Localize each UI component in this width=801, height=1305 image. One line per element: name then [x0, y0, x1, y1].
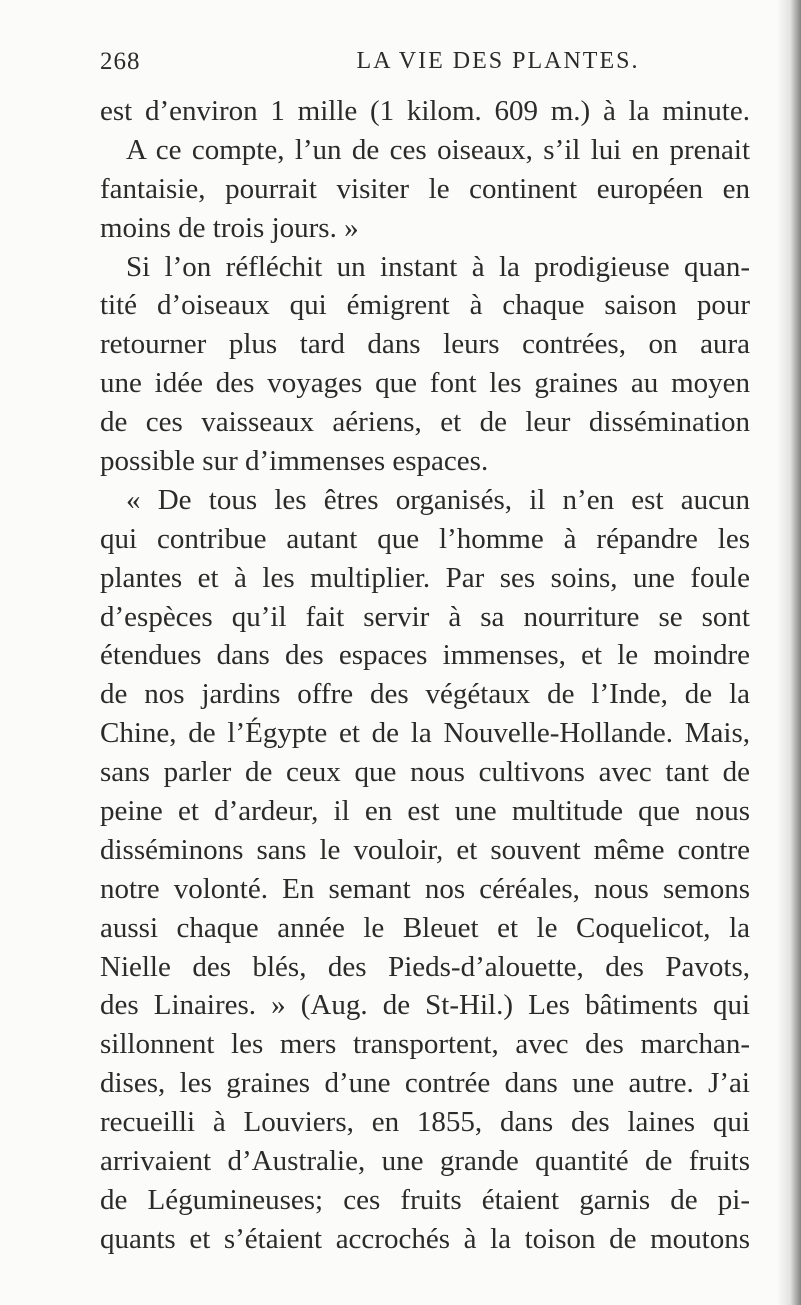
page-number: 268	[100, 48, 141, 75]
text-line: notre volonté. En semant nos céréales, nous semons	[100, 872, 750, 905]
page-header	[100, 48, 750, 78]
text-line: aussi chaque année le Bleuet et le Coquelicot, la	[100, 911, 750, 944]
text-line: de ces vaisseaux aériens, et de leur dissémination	[100, 406, 750, 439]
text-line: « De tous les êtres organisés, il n’en est aucun	[126, 483, 750, 516]
text-line: disséminons sans le vouloir, et souvent même contre	[100, 833, 750, 866]
running-title: LA VIE DES PLANTES.	[356, 48, 640, 74]
text-line: étendues dans des espaces immenses, et le moindre	[100, 639, 750, 672]
text-line: dises, les graines d’une contrée dans une autre. J’ai	[100, 1067, 750, 1100]
text-line: de nos jardins offre des végétaux de l’Inde, de la	[100, 678, 750, 711]
text-line: sillonnent les mers transportent, avec des marchan-	[100, 1028, 750, 1061]
text-line: recueilli à Louviers, en 1855, dans des laines qui	[100, 1106, 750, 1139]
text-line: Si l’on réfléchit un instant à la prodigieuse quan-	[126, 250, 750, 283]
text-line: Nielle des blés, des Pieds-d’alouette, des Pavots,	[100, 950, 750, 983]
text-line: moins de trois jours. »	[100, 211, 359, 244]
text-line: d’espèces qu’il fait servir à sa nourriture se sont	[100, 600, 750, 633]
text-line: de Légumineuses; ces fruits étaient garnis de pi-	[100, 1183, 750, 1216]
text-line: plantes et à les multiplier. Par ses soins, une foule	[100, 561, 750, 594]
text-line: des Linaires. » (Aug. de St-Hil.) Les bâtiments qui	[100, 989, 750, 1022]
text-line: A ce compte, l’un de ces oiseaux, s’il lui en prenait	[126, 133, 750, 166]
text-line: tité d’oiseaux qui émigrent à chaque saison pour	[100, 289, 750, 322]
body-text	[100, 92, 750, 1259]
page-edge-shadow	[777, 0, 801, 1305]
text-line: qui contribue autant que l’homme à répandre les	[100, 522, 750, 555]
text-line: peine et d’ardeur, il en est une multitude que nous	[100, 795, 750, 828]
text-line: sans parler de ceux que nous cultivons avec tant de	[100, 756, 750, 789]
text-line: Chine, de l’Égypte et de la Nouvelle-Hollande. Mais,	[100, 717, 750, 750]
text-line: une idée des voyages que font les graines au moyen	[100, 367, 750, 400]
text-line: quants et s’étaient accrochés à la toison de moutons	[100, 1222, 750, 1255]
text-line: est d’environ 1 mille (1 kilom. 609 m.) à la minute.	[100, 95, 750, 127]
text-line: arrivaient d’Australie, une grande quantité de fruits	[100, 1145, 750, 1178]
text-line: possible sur d’immenses espaces.	[100, 445, 489, 478]
text-line: fantaisie, pourrait visiter le continent européen en	[100, 172, 750, 205]
text-line: retourner plus tard dans leurs contrées, on aura	[100, 328, 750, 361]
